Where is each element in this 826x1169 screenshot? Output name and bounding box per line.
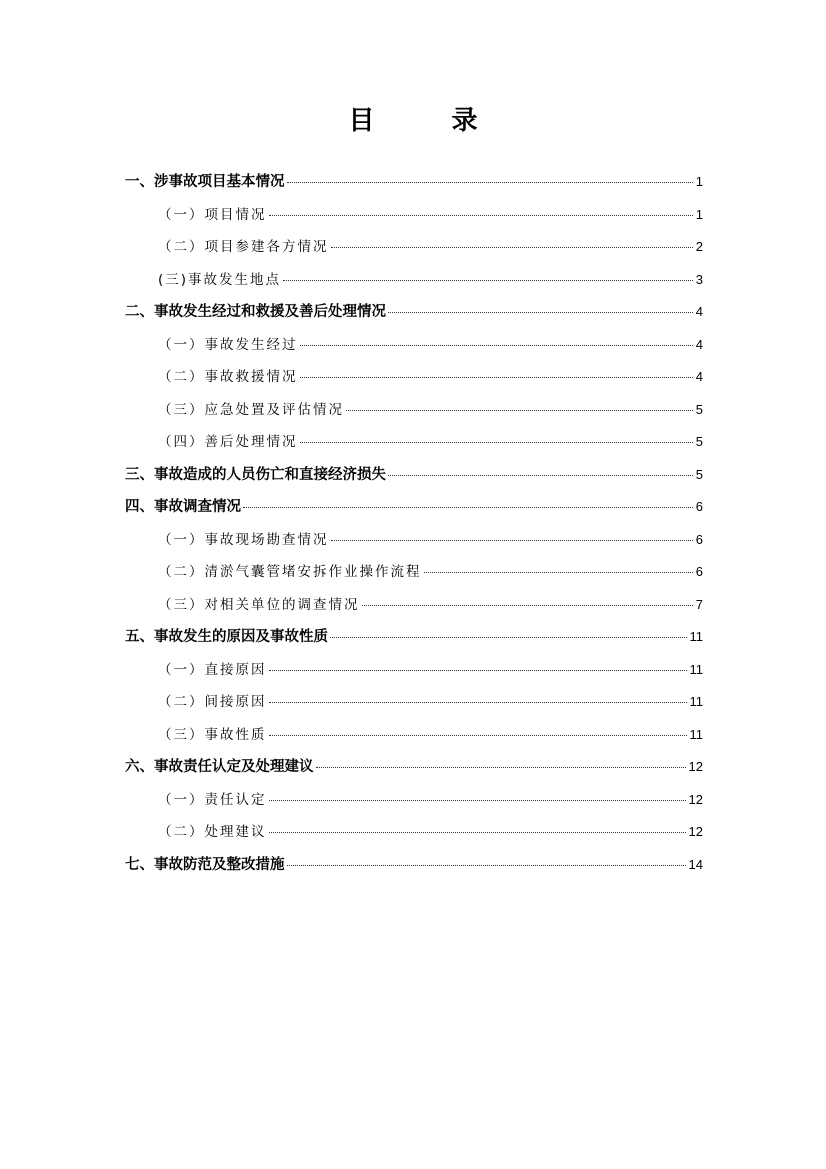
toc-entry-page: 2 (695, 239, 703, 254)
toc-entry-page: 6 (695, 564, 703, 579)
toc-entry-page: 12 (688, 791, 703, 807)
toc-entry-text: （三）应急处置及评估情况 (158, 401, 344, 418)
toc-entry-page: 4 (695, 336, 703, 352)
toc-entry-text: （一）项目情况 (158, 206, 267, 223)
toc-entry-text: 四、事故调查情况 (125, 499, 241, 515)
toc-entry-page: 5 (695, 434, 703, 449)
toc-entry-page: 11 (689, 694, 703, 709)
toc-entry[interactable] (125, 816, 703, 849)
dot-leader (316, 767, 686, 768)
toc-entry-page: 1 (695, 206, 703, 222)
dot-leader (331, 540, 693, 541)
dot-leader (269, 800, 686, 801)
toc-entry-text: （四）善后处理情况 (158, 434, 298, 450)
dot-leader (388, 475, 693, 476)
toc-entry-page: 11 (689, 661, 703, 677)
toc-entry-page: 4 (695, 304, 703, 319)
dot-leader (300, 377, 693, 378)
toc-entry-text: (三)事故发生地点 (158, 271, 282, 288)
dot-leader (287, 865, 686, 866)
toc-entry[interactable] (125, 589, 703, 622)
toc-entry-text: 三、事故造成的人员伤亡和直接经济损失 (125, 466, 386, 483)
dot-leader (300, 442, 693, 443)
dot-leader (269, 832, 686, 833)
dot-leader (243, 507, 693, 508)
toc-entry[interactable] (125, 654, 703, 687)
toc-entry-page: 12 (688, 759, 703, 774)
toc-entry-text: （一）事故现场勘查情况 (158, 531, 329, 548)
dot-leader (269, 215, 693, 216)
dot-leader (300, 345, 693, 346)
toc-entry[interactable] (125, 296, 703, 329)
dot-leader (331, 247, 693, 248)
toc-entry-page: 6 (695, 531, 703, 547)
toc-entry[interactable] (125, 556, 703, 589)
toc-entry-page: 11 (689, 726, 703, 742)
toc-entry[interactable] (125, 751, 703, 784)
toc-entry-page: 11 (689, 629, 703, 644)
dot-leader (424, 572, 693, 573)
toc-entry[interactable] (125, 426, 703, 459)
toc-entry-text: （三）对相关单位的调查情况 (158, 596, 360, 613)
toc-entry-text: （二）处理建议 (158, 824, 267, 840)
toc-entry-text: 二、事故发生经过和救援及善后处理情况 (125, 304, 386, 320)
toc-entry-page: 3 (695, 271, 703, 287)
toc-entry-text: 五、事故发生的原因及事故性质 (125, 629, 328, 645)
toc-entry[interactable] (125, 199, 703, 232)
dot-leader (269, 702, 687, 703)
toc-entry-page: 14 (688, 856, 703, 872)
toc-entry-text: （二）清淤气囊管堵安拆作业操作流程 (158, 564, 422, 580)
toc-entry[interactable] (125, 361, 703, 394)
toc-entry[interactable] (125, 491, 703, 524)
toc-entry-text: 六、事故责任认定及处理建议 (125, 759, 314, 775)
toc-entry-page: 5 (695, 401, 703, 417)
toc-entry[interactable] (125, 621, 703, 654)
toc-entry-text: （二）事故救援情况 (158, 369, 298, 385)
dot-leader (269, 670, 687, 671)
toc-entry[interactable] (125, 686, 703, 719)
toc-entry-text: （二）间接原因 (158, 694, 267, 710)
toc-entry-page: 6 (695, 499, 703, 514)
toc-title: 目 录 (348, 106, 512, 136)
dot-leader (330, 637, 687, 638)
dot-leader (287, 182, 693, 183)
toc-entry-text: （一）直接原因 (158, 661, 267, 678)
toc-entry-text: （二）项目参建各方情况 (158, 239, 329, 255)
toc-entry[interactable] (125, 264, 703, 297)
dot-leader (346, 410, 693, 411)
toc-entry[interactable] (125, 849, 703, 882)
toc-entry[interactable] (125, 231, 703, 264)
toc-entry[interactable] (125, 459, 703, 492)
toc-entry-page: 1 (695, 174, 703, 189)
toc-entry-page: 7 (695, 596, 703, 612)
toc-entry-text: （一）事故发生经过 (158, 336, 298, 353)
toc-entry-text: 七、事故防范及整改措施 (125, 856, 285, 873)
toc-entry-text: 一、涉事故项目基本情况 (125, 174, 285, 190)
toc-entry[interactable] (125, 524, 703, 557)
toc-entry[interactable] (125, 784, 703, 817)
toc-entry-page: 4 (695, 369, 703, 384)
dot-leader (283, 280, 693, 281)
toc-entry[interactable] (125, 166, 703, 199)
toc-entry[interactable] (125, 394, 703, 427)
toc-entry[interactable] (125, 329, 703, 362)
toc-entry-page: 5 (695, 466, 703, 482)
toc-entry-text: （三）事故性质 (158, 726, 267, 743)
toc-list (125, 166, 703, 881)
dot-leader (362, 605, 693, 606)
dot-leader (269, 735, 687, 736)
toc-entry-page: 12 (688, 824, 703, 839)
dot-leader (388, 312, 693, 313)
toc-entry-text: （一）责任认定 (158, 791, 267, 808)
toc-entry[interactable] (125, 719, 703, 752)
